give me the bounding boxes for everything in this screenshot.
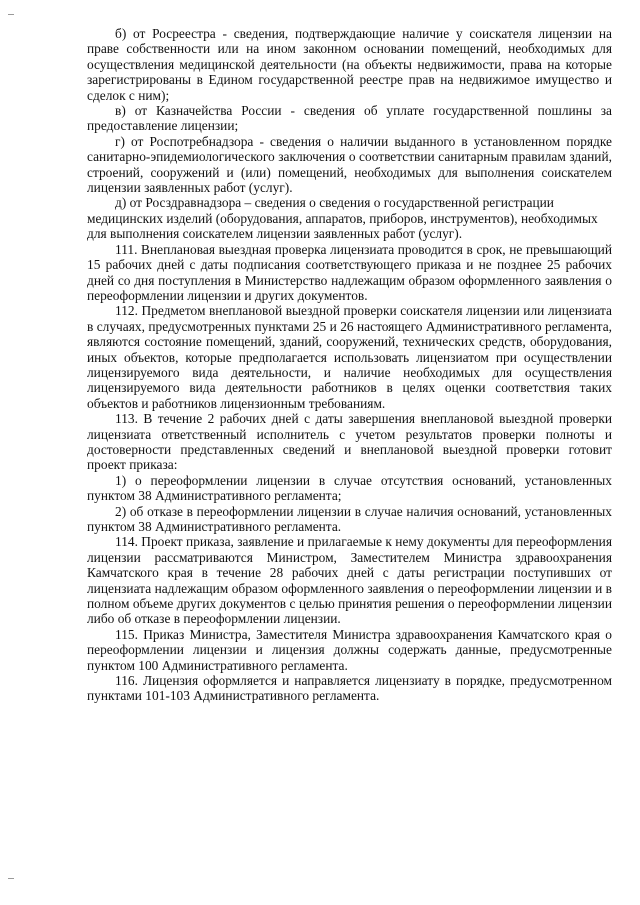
paragraph-116: 116. Лицензия оформляется и направляется лицензиату в порядке, предусмотренном пунктами 101-103 Административного регламента. bbox=[87, 673, 612, 704]
paragraph-114: 114. Проект приказа, заявление и прилагаемые к нему документы для переоформления лицензии рассматриваются Министром, Заместителем Министра здравоохранения Камчатского края в течение 28 рабочих дней с даты регистрации поступивших от лицензиата надлежащим образом оформленного заявления о переоформлении лицензии и в полном объеме других документов с целью принятия решения о переоформлении лицензии либо об отказе в переоформлении лицензии. bbox=[87, 534, 612, 627]
scan-margin-mark bbox=[8, 878, 14, 879]
paragraph-115: 115. Приказ Министра, Заместителя Министра здравоохранения Камчатского края о переоформлении лицензии и лицензия должны содержать данные, предусмотренные пунктом 100 Административного регламента. bbox=[87, 626, 612, 673]
paragraph-113-item-1: 1) о переоформлении лицензии в случае отсутствия оснований, установленных пунктом 38 Административного регламента; bbox=[87, 472, 612, 504]
paragraph-b-rosreestr: б) от Росреестра - сведения, подтверждающие наличие у соискателя лицензии на праве собственности или на ином законном основании помещений, необходимых для осуществления медицинской деятельности (на объекты недвижимости, права на которые зарегистрированы в Едином государственной реестре прав на недвижимое имущество и сделок с ним); bbox=[87, 26, 612, 103]
paragraph-111: 111. Внеплановая выездная проверка лицензиата проводится в срок, не превышающий 15 рабочих дней с даты подписания соответствующего приказа и не позднее 25 рабочих дней со дня поступления в Министерство надлежащим образом оформленного заявления о переоформлении лицензии и других документов. bbox=[87, 241, 612, 303]
paragraph-113: 113. В течение 2 рабочих дней с даты завершения внеплановой выездной проверки лицензиата ответственный исполнитель с учетом результатов проверки полноты и достоверности представленных сведений и внеплановой выездной проверки готовит проект приказа: bbox=[87, 411, 612, 473]
paragraph-v-treasury: в) от Казначейства России - сведения об уплате государственной пошлины за предоставление лицензии; bbox=[87, 103, 612, 134]
scan-margin-mark bbox=[8, 14, 14, 15]
paragraph-113-item-2: 2) об отказе в переоформлении лицензии в случае наличия оснований, установленных пунктом 38 Административного регламента. bbox=[87, 503, 612, 534]
paragraph-d-roszdravnadzor: д) от Росздравнадзора – сведения о сведения о государственной регистрации медицинских изделий (оборудования, аппаратов, приборов, инструментов), необходимых для выполнения соискателем лицензии заявленных работ (услуг). bbox=[87, 195, 598, 242]
paragraph-112: 112. Предметом внеплановой выездной проверки соискателя лицензии или лицензиата в случаях, предусмотренных пунктами 25 и 26 настоящего Административного регламента, являются состояние помещений, зданий, сооружений, технических средств, оборудования, иных объектов, которые предполагается использовать лицензиатом при осуществлении лицензируемого вида деятельности, и наличие необходимых для осуществления лицензируемого вида деятельности работников в целях оценки соответствия таких объектов и работников лицензионным требованиям. bbox=[87, 303, 612, 411]
paragraph-g-rospotrebnadzor: г) от Роспотребнадзора - сведения о наличии выданного в установленном порядке санитарно-эпидемиологического заключения о соответствии санитарным правилам зданий, строений, сооружений и (или) помещений, необходимых для выполнения соискателем лицензии заявленных работ (услуг). bbox=[87, 133, 612, 196]
